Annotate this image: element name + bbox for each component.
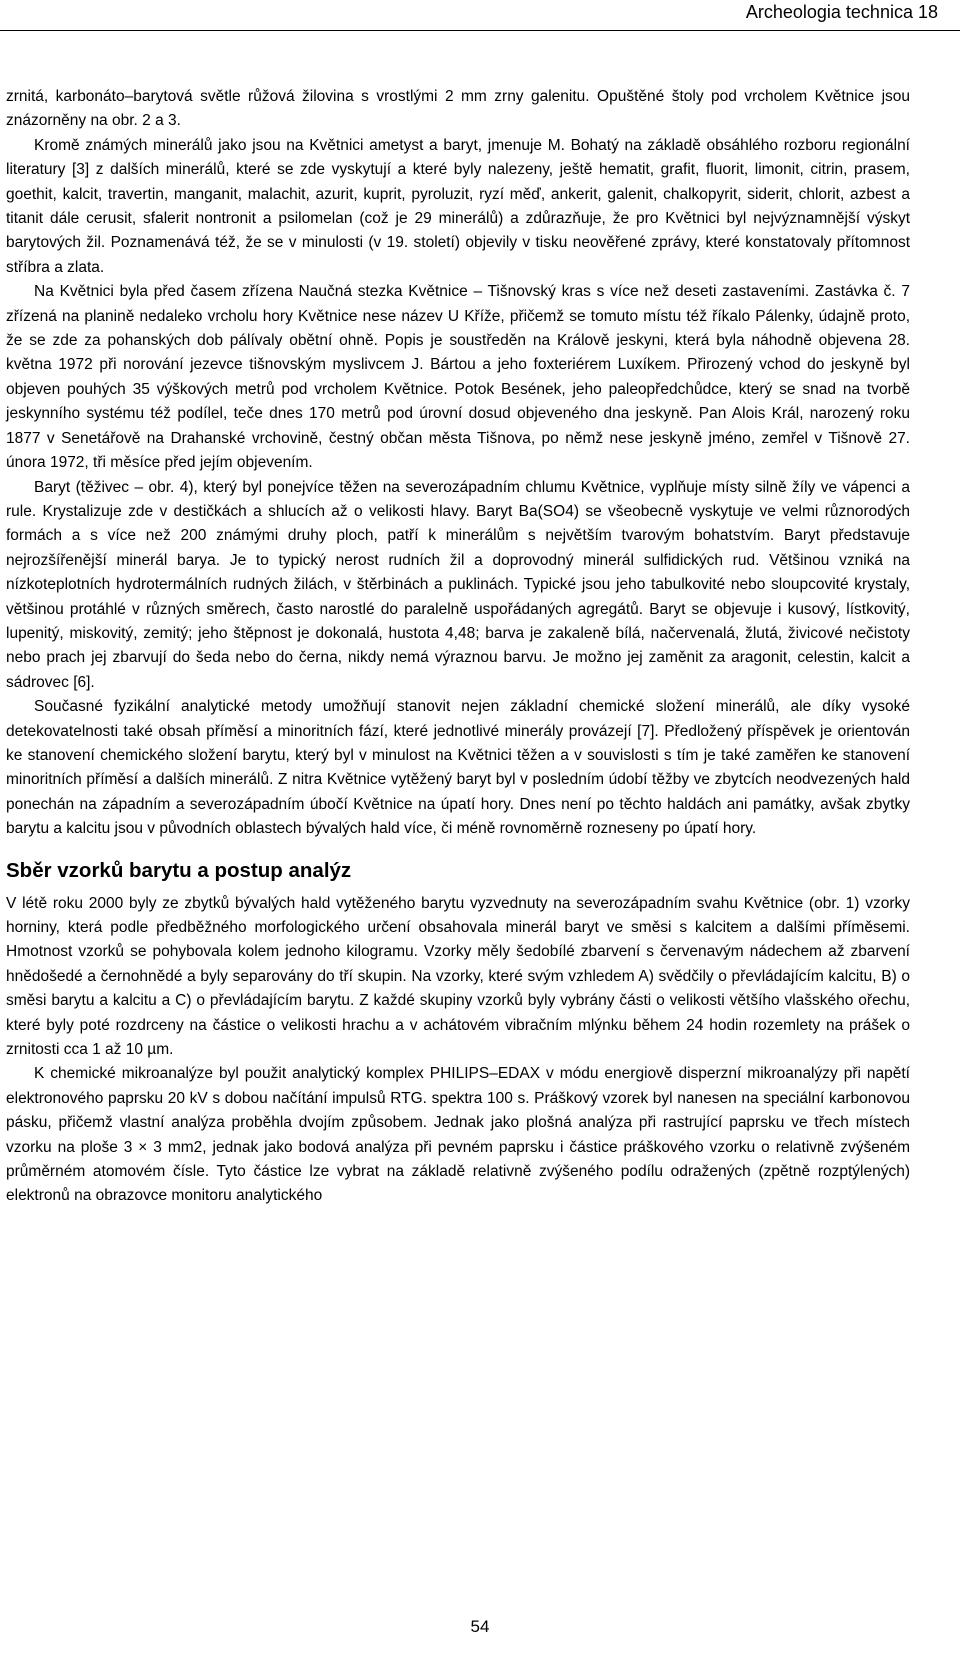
- paragraph: Kromě známých minerálů jako jsou na Květnici ametyst a baryt, jmenuje M. Bohatý na základě obsáhlého rozboru regionální literatury [3] z dalších minerálů, které se zde vyskytují a které byly nalezeny, ještě hematit, grafit, fluorit, limonit, citrin, prasem, goethit, kalcit, travertin, manganit, malachit, azurit, kuprit, pyroluzit, ryzí měď, ankerit, galenit, chalkopyrit, siderit, chlorit, azbest a titanit dále cerusit, sfalerit nontronit a psilomelan (což je 29 minerálů) a zdůrazňuje, že pro Květnici byl nejvýznamnější výskyt barytových žil. Poznamenává též, že se v minulosti (v 19. století) objevily v tisku neověřené zprávy, které konstatovaly přítomnost stříbra a zlata.: [6, 136, 910, 276]
- paragraph: Na Květnici byla před časem zřízena Naučná stezka Květnice – Tišnovský kras s více než deseti zastaveními. Zastávka č. 7 zřízená na planině nedaleko vrcholu hory Květnice nese název U Kříže, přičemž se tomuto místu též říkalo Pálenky, údajně proto, že se zde za pohanských dob pálívaly obětní ohně. Popis je soustředěn na Králově jeskyni, která byla náhodně objevena 28. května 1972 při norování jezevce tišnovským myslivcem J. Bártou a jeho foxteriérem Luxíkem. Přirozený vchod do jeskyně byl objeven pouhých 35 výškových metrů pod vrcholem Květnice. Potok Besének, jeho paleopředchůdce, který se snad na tvorbě jeskynního systému též podílel, teče dnes 170 metrů pod úrovní dosud objeveného dna jeskyně. Pan Alois Král, narozený roku 1877 v Senetářově na Drahanské vrchovině, čestný občan města Tišnova, po němž nese jeskyně jméno, zemřel v Tišnově 27. února 1972, tři měsíce před jejím objevením.: [6, 283, 910, 472]
- paragraph: Současné fyzikální analytické metody umožňují stanovit nejen základní chemické složení minerálů, ale díky vysoké detekovatelnosti také obsah příměsí a minoritních fází, které jednotlivé minerály provázejí [7]. Předložený příspěvek je orientován ke stanovení chemického složení barytu, který byl v minulost na Květnici těžen a v souvislosti s tím je také zaměřen ke stanovení minoritních příměsí a dalších minerálů. Z nitra Květnice vytěžený baryt byl v posledním údobí těžby ve zbytcích neodvezených hald ponechán na západním a severozápadním úbočí Květnice na úpatí hory. Dnes není po těchto haldách ani památky, avšak zbytky barytu a kalcitu jsou v původních oblastech bývalých hald více, či méně rovnoměrně rozneseny po úpatí hory.: [6, 698, 910, 838]
- paragraph: K chemické mikroanalýze byl použit analytický komplex PHILIPS–EDAX v módu energiově disperzní mikroanalýzy při napětí elektronového paprsku 20 kV s dobou načítání impulsů RTG. spektra 100 s. Práškový vzorek byl nanesen na speciální karbonovou pásku, přičemž vlastní analýza proběhla dvojím způsobem. Jednak jako plošná analýza při rastrující paprsku ve třech místech vzorku na ploše 3 × 3 mm2, jednak jako bodová analýza při pevném paprsku i částice práškového vzorku o relativně zvýšeném průměrném atomovém čísle. Tyto částice lze vybrat na základě relativně zvýšeného podílu odražených (zpětně rozptýlených) elektronů na obrazovce monitoru analytického: [6, 1065, 910, 1205]
- journal-title: Archeologia technica 18: [745, 2, 938, 22]
- header-rule: [0, 30, 960, 31]
- article-body: [6, 85, 910, 1209]
- paragraph: V létě roku 2000 byly ze zbytků bývalých hald vytěženého barytu vyzvednuty na severozápadním svahu Květnice (obr. 1) vzorky horniny, která podle předběžného morfologického určení obsahovala minerál baryt ve směsi s kalcitem a dalšími příměsemi. Hmotnost vzorků se pohybovala kolem jednoho kilogramu. Vzorky měly šedobílé zbarvení s červenavým nádechem až zbarvení hnědošedé a černohnědé a byly separovány do tří skupin. Na vzorky, které svým vzhledem A) svědčily o převládajícím kalcitu, B) o směsi barytu a kalcitu a C) o převládajícím barytu. Z každé skupiny vzorků byly vybrány části o velikosti většího vlašského ořechu, které byly poté rozdrceny na částice o velikosti hrachu a v achátovém vibračním mlýnku během 24 hodin rozemlety na prášek o zrnitosti cca 1 až 10 µm.: [6, 894, 910, 1059]
- paragraph: zrnitá, karbonáto–barytová světle růžová žilovina s vrostlými 2 mm zrny galenitu. Opuštěné štoly pod vrcholem Květnice jsou znázorněny na obr. 2 a 3.: [6, 88, 910, 130]
- page-number: 54: [470, 1617, 490, 1636]
- paragraph: Baryt (těživec – obr. 4), který byl ponejvíce těžen na severozápadním chlumu Květnice, vyplňuje místy silně žíly ve vápenci a rule. Krystalizuje zde v destičkách a shlucích až o velikosti hlavy. Baryt Ba(SO4) se všeobecně vyskytuje ve velmi různorodých formách a s více než 200 známými druhy ploch, patří k minerálům s největším tvarovým bohatstvím. Baryt představuje nejrozšířenější minerál barya. Je to typický nerost rudních žil a doprovodný minerál sulfidických rud. Většinou vzniká na nízkoteplotních hydrotermálních rudných žilách, v štěrbinách a puklinách. Typické jsou jeho tabulkovité nebo sloupcovité krystaly, většinou protáhlé v různých směrech, často narostlé do paralelně uspořádaných agregátů. Baryt se objevuje i kusový, lístkovitý, lupenitý, miskovitý, zemitý; jeho štěpnost je dokonalá, hustota 4,48; barva je zakaleně bílá, načervenalá, žlutá, živicové nečistoty nebo prach jej zbarvují do šeda nebo do černa, nikdy nemá výraznou barvu. Je možno jej zaměnit za aragonit, celestin, kalcit a sádrovec [6].: [6, 478, 910, 691]
- section-heading: Sběr vzorků barytu a postup analýz: [6, 858, 352, 882]
